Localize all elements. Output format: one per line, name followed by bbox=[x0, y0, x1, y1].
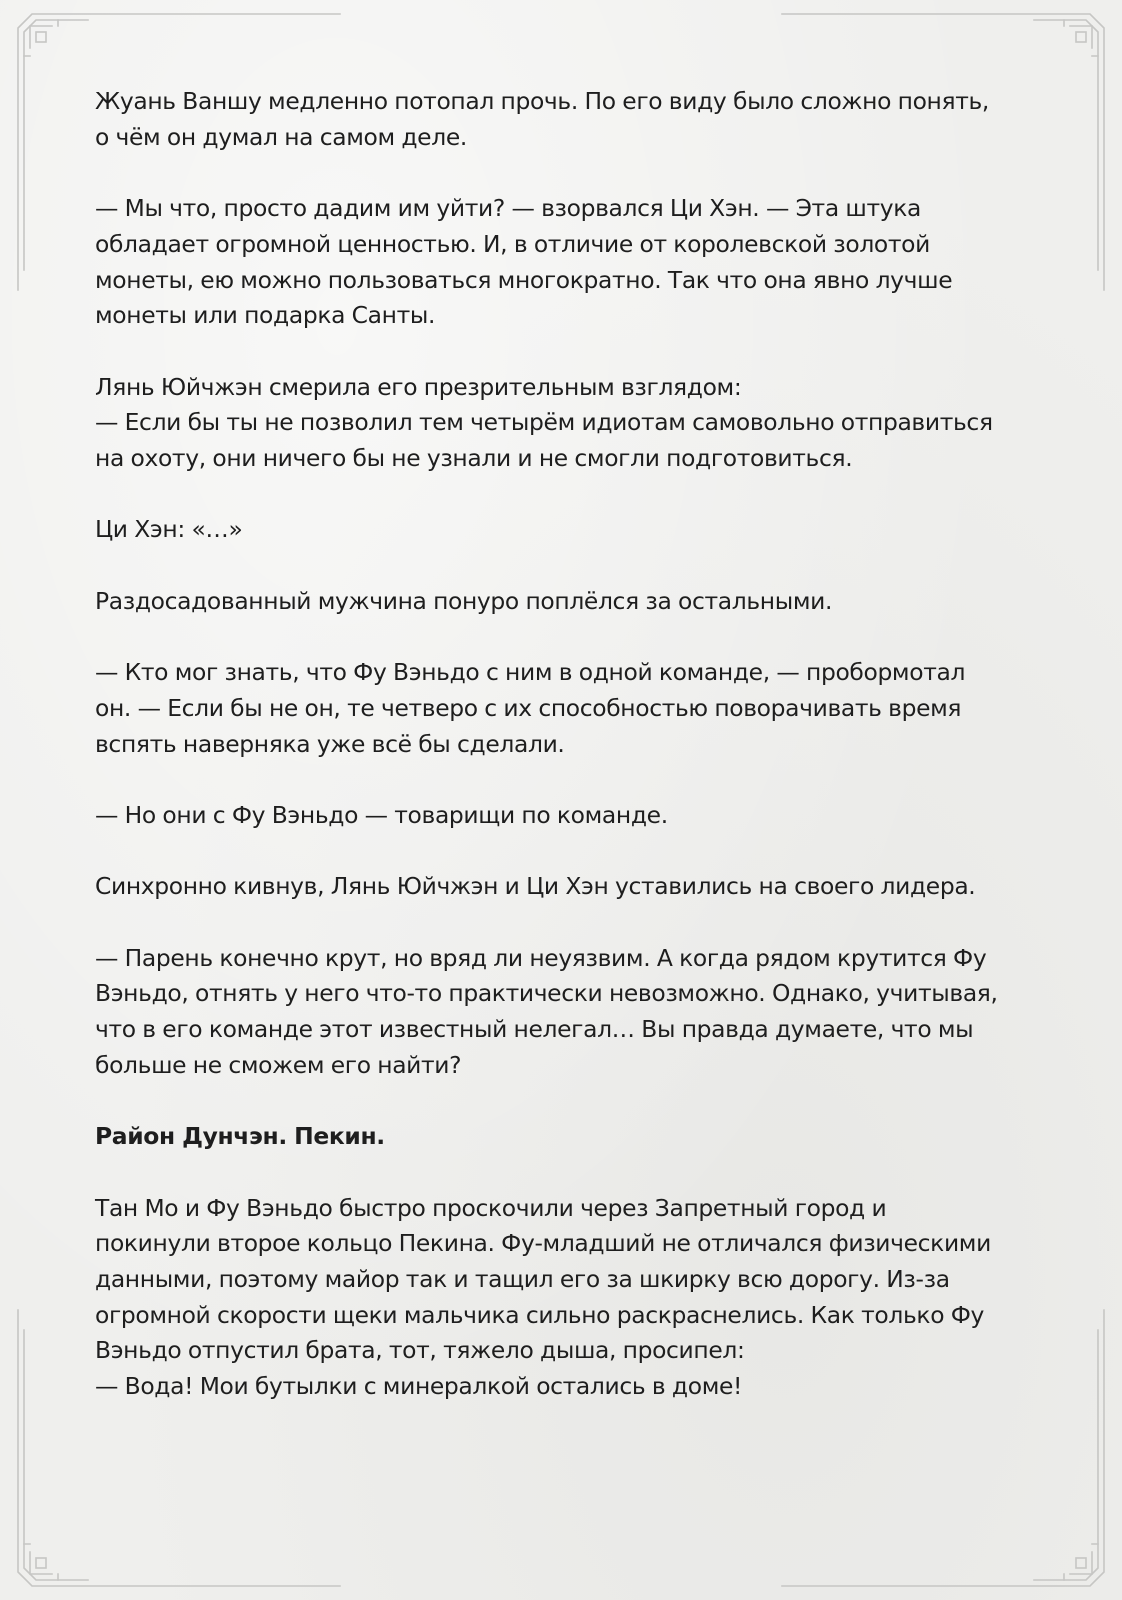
text-line: на охоту, они ничего бы не узнали и не смогли подготовиться. bbox=[95, 444, 853, 472]
text-line: Вэньдо отпустил брата, тот, тяжело дыша, просипел: bbox=[95, 1336, 745, 1365]
text-line: — Парень конечно крут, но вряд ли неуязвим. А когда рядом крутится Фу bbox=[95, 943, 987, 972]
section-heading bbox=[95, 1119, 1030, 1155]
text-line: Жуань Ваншу медленно потопал прочь. По его виду было сложно понять, bbox=[95, 87, 989, 115]
text-line: — Кто мог знать, что Фу Вэньдо с ним в одной команде, — пробормотал bbox=[95, 658, 966, 687]
text-line: больше не сможем его найти? bbox=[95, 1050, 462, 1079]
text-line: монеты или подарка Санты. bbox=[95, 301, 436, 330]
paragraph bbox=[95, 1191, 1030, 1405]
text-line: — Мы что, просто дадим им уйти? — взорвался Ци Хэн. — Эта штука bbox=[95, 194, 921, 223]
paragraph bbox=[95, 512, 1030, 548]
document-body bbox=[95, 84, 1030, 1441]
text-line: Тан Мо и Фу Вэньдо быстро проскочили через Запретный город и bbox=[95, 1193, 887, 1222]
text-line: — Если бы ты не позволил тем четырём идиотам самовольно отправиться bbox=[95, 408, 993, 437]
text-line: он. — Если бы не он, те четверо с их способностью поворачивать время bbox=[95, 693, 962, 722]
text-line: данными, поэтому майор так и тащил его за шкирку всю дорогу. Из-за bbox=[95, 1265, 950, 1294]
paragraph bbox=[95, 84, 1030, 155]
text-line: Синхронно кивнув, Лянь Юйчжэн и Ци Хэн уставились на своего лидера. bbox=[95, 872, 976, 901]
text-line: о чём он думал на самом деле. bbox=[95, 122, 467, 151]
paragraph bbox=[95, 370, 1030, 477]
text-line: монеты, ею можно пользоваться многократно. Так что она явно лучше bbox=[95, 265, 953, 294]
text-line: Ци Хэн: «…» bbox=[95, 515, 243, 544]
paragraph bbox=[95, 869, 1030, 905]
text-line: — Но они с Фу Вэньдо — товарищи по команде. bbox=[95, 800, 668, 829]
text-line: Район Дунчэн. Пекин. bbox=[95, 1122, 385, 1151]
text-line: Вэньдо, отнять у него что-то практически невозможно. Однако, учитывая, bbox=[95, 979, 998, 1008]
text-line: покинули второе кольцо Пекина. Фу-младший не отличался физическими bbox=[95, 1229, 991, 1258]
paragraph bbox=[95, 191, 1030, 334]
text-line: огромной скорости щеки мальчика сильно раскраснелись. Как только Фу bbox=[95, 1300, 985, 1329]
text-line: Лянь Юйчжэн смерила его презрительным взглядом: bbox=[95, 372, 742, 401]
paragraph bbox=[95, 655, 1030, 762]
text-line: вспять наверняка уже всё бы сделали. bbox=[95, 729, 565, 758]
text-line: обладает огромной ценностью. И, в отличие от королевской золотой bbox=[95, 229, 930, 258]
text-line: что в его команде этот известный нелегал… Вы правда думаете, что мы bbox=[95, 1015, 974, 1044]
text-line: — Вода! Мои бутылки с минералкой остались в доме! bbox=[95, 1372, 743, 1401]
paragraph bbox=[95, 941, 1030, 1084]
paragraph bbox=[95, 584, 1030, 620]
paragraph bbox=[95, 798, 1030, 834]
text-line: Раздосадованный мужчина понуро поплёлся за остальными. bbox=[95, 586, 833, 615]
